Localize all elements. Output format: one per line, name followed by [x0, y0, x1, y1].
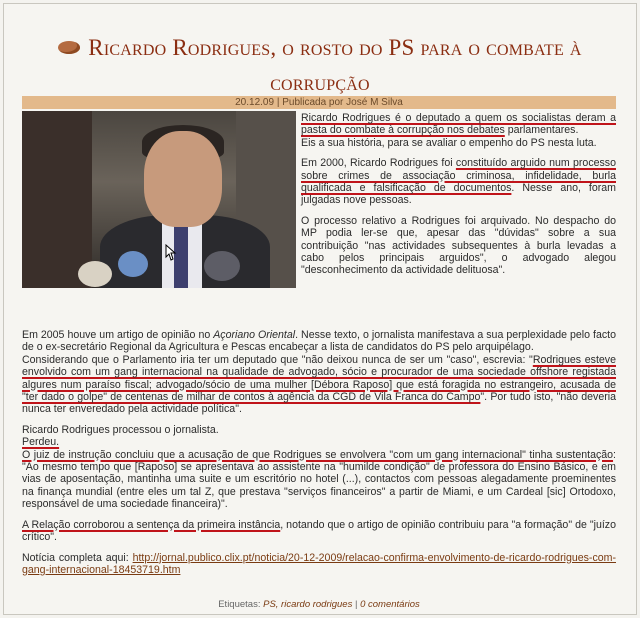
- highlight-1: Ricardo Rodrigues é o deputado a quem os socialistas deram a pasta do combate à corrupção nos debates: [301, 112, 616, 137]
- highlight-6: A Relação corroborou a sentença da primeira instância: [22, 518, 281, 531]
- main-text: [22, 329, 616, 576]
- post-meta: [22, 96, 616, 109]
- post-title-text[interactable]: Ricardo Rodrigues, o rosto do PS para o combate à corrupção: [88, 35, 582, 95]
- p2-b: . Nesse ano, foram julgadas nove pessoas.: [301, 182, 617, 207]
- p5-a: Considerando que o Parlamento iria ter um deputado que "não deixou nunca de ser um "caso", escrevia: ": [22, 353, 533, 366]
- post-photo: [22, 111, 296, 288]
- highlight-5: O juiz de instrução concluiu que a acusação de que Rodrigues se envolvera "com um gang internacional" tinha sustentação: [22, 448, 614, 461]
- highlight-2: constituído arguido num processo sobre crimes de associação criminosa, infidelidade, burla qualificada e falsificação de documentos: [301, 157, 616, 195]
- comments-link[interactable]: 0 comentários: [360, 599, 420, 610]
- tags-links[interactable]: PS, ricardo rodrigues: [263, 599, 353, 610]
- p2-a: Em 2000, Ricardo Rodrigues foi: [301, 157, 456, 170]
- post-date: 20.12.09: [235, 97, 275, 108]
- post-title[interactable]: [30, 30, 610, 100]
- p9-label: Notícia completa aqui:: [22, 551, 133, 564]
- news-link[interactable]: http://jornal.publico.clix.pt/noticia/20-12-2009/relacao-confirma-envolvimento-de-ricardo-rodrigues-com-gang-internacional-18453719.htm: [22, 551, 616, 576]
- p4-source: Açoriano Oriental: [213, 329, 296, 341]
- p1-rest: parlamentares.: [504, 124, 579, 137]
- post-footer: [22, 599, 616, 610]
- highlight-4: Perdeu.: [22, 436, 60, 449]
- p5-b: ". Por tudo isto, "não deveria nunca ter enveredado pela actividade política".: [22, 391, 616, 416]
- p4-a: Em 2005 houve um artigo de opinião no: [22, 329, 214, 341]
- intro-text: [301, 112, 616, 285]
- p8-b: , notando que o artigo de opinião contribuiu para "a formação" de "juízo crítico".: [22, 518, 616, 544]
- p3: O processo relativo a Rodrigues foi arquivado. No despacho do MP podia ler-se que, apesar das "dúvidas" sobre a sua contribuição "nas actividades subsequentes à burla levadas a cabo pelos principais arguidos", o advogado alegou "desconhecimento da actividade delituosa".: [301, 214, 616, 277]
- p1-b: Eis a sua história, para se avaliar o empenho do PS nesta luta.: [301, 136, 597, 149]
- tags-label: Etiquetas:: [218, 599, 261, 610]
- mouse-pointer-icon: [163, 244, 177, 262]
- post-author: Publicada por José M Silva: [282, 97, 403, 108]
- p4-b: . Nesse texto, o jornalista manifestava a sua perplexidade pelo facto de o ex-secretário Regional da Agricultura e Pescas encabeçar a lista de candidatos do PS pelo arquipélago.: [22, 329, 616, 354]
- p6: Ricardo Rodrigues processou o jornalista.: [22, 423, 219, 436]
- footer-separator: |: [354, 599, 358, 610]
- meta-separator: |: [276, 97, 280, 108]
- highlight-3: Rodrigues esteve envolvido com um gang internacional na qualidade de advogado, sócio e procurador de uma sociedade offshore registada algures num paraíso fiscal; advogado/sócio de uma mulher [Débora Raposo] que está foragida no estrangeiro, acusada de "ter dado o golpe" de centenas de milhar de contos à agência da CGD de Vila Franca do Campo: [22, 353, 616, 404]
- speech-bubble-icon: [58, 41, 80, 54]
- p7-b: : "Ao mesmo tempo que [Raposo] se apresentava ao assistente na "humilde condição" de professora do Ensino Básico, e em vias de aposentação, mantinha uma suite e um escritório no hotel (...), contactos com pessoas alegadamente proeminentes na finança mundial (entre eles um tal Z, que prestava "serviços financeiros" a partir de Miami, e um Cardeal [sic] Ortodoxo, responsável de uma sociedade financeira)".: [22, 448, 616, 511]
